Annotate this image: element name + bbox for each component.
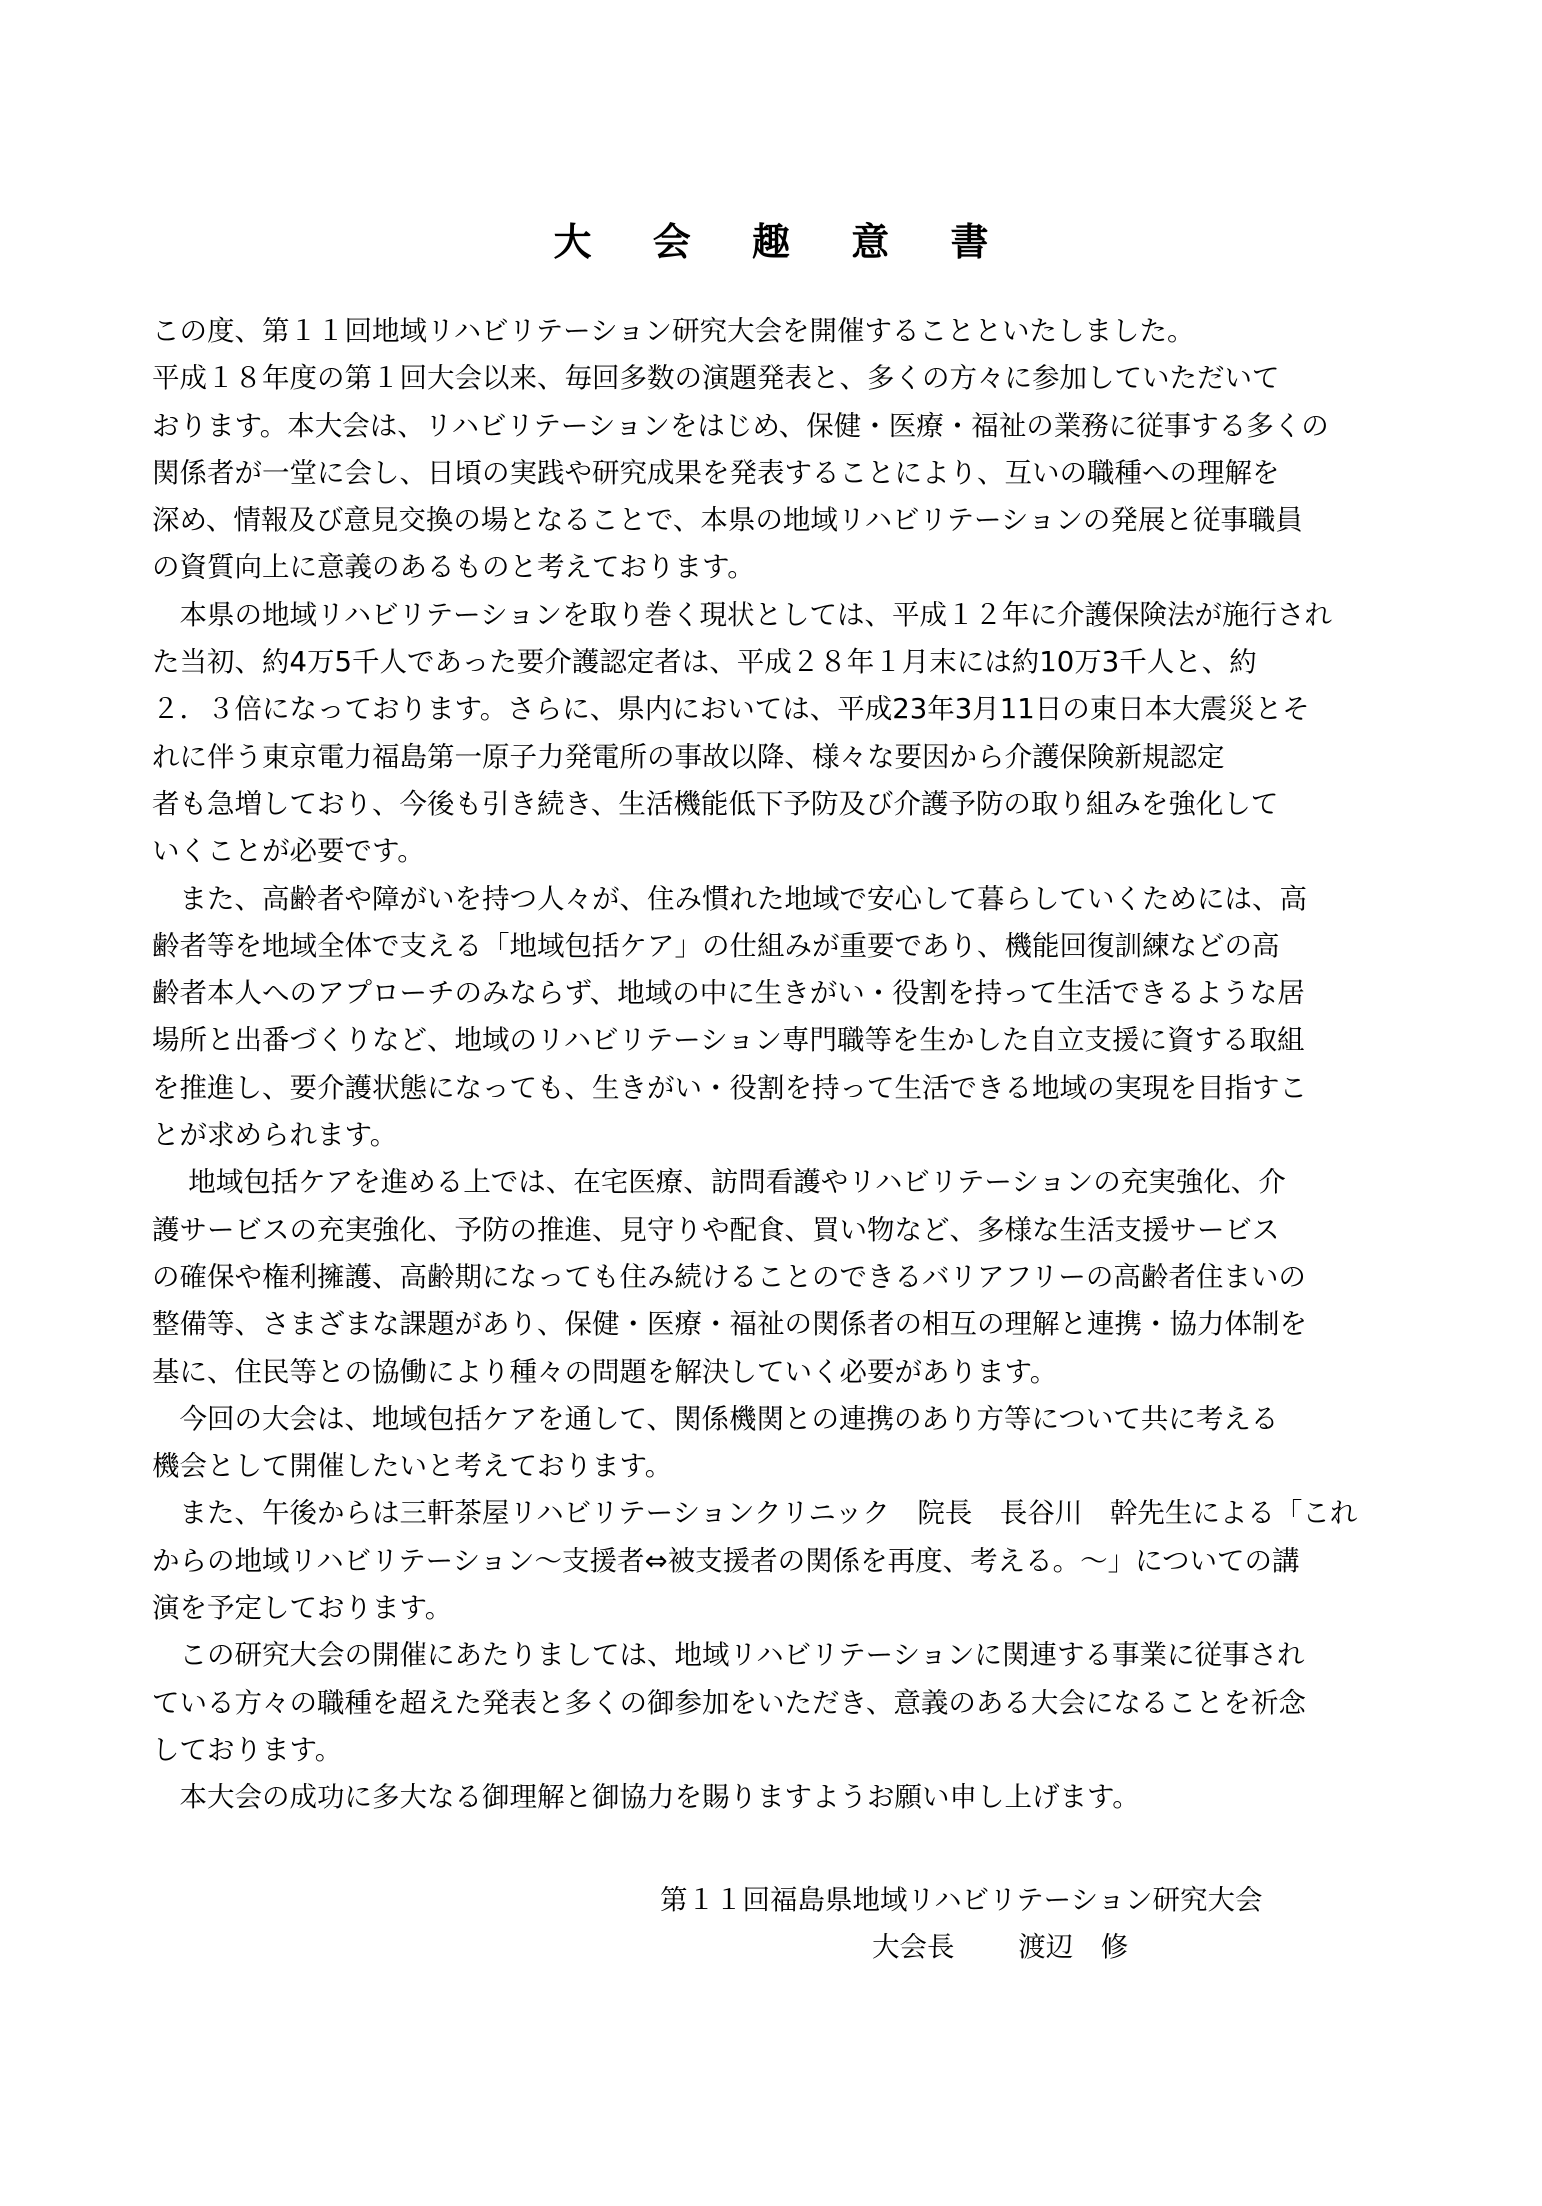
body-line: 機会として開催したいと考えております。 — [152, 1450, 673, 1483]
body-line: 平成１８年度の第１回大会以来、毎回多数の演題発表と、多くの方々に参加していただいて — [152, 362, 1280, 395]
body-line: 護サービスの充実強化、予防の推進、見守りや配食、買い物など、多様な生活支援サービス — [152, 1213, 1280, 1246]
body-line: この度、第１１回地域リハビリテーション研究大会を開催することといたしました。 — [152, 315, 1195, 347]
body-line: 地域包括ケアを進める上では、在宅医療、訪問看護やリハビリテーションの充実強化、介 — [152, 1166, 1286, 1199]
body-line: この研究大会の開催にあたりましては、地域リハビリテーションに関連する事業に従事され — [152, 1639, 1305, 1672]
body-line: しております。 — [152, 1733, 343, 1766]
body-line: いくことが必要です。 — [152, 835, 425, 868]
document-body — [152, 308, 1398, 1822]
body-line: 深め、情報及び意見交換の場となることで、本県の地域リハビリテーションの発展と従事職員 — [152, 504, 1303, 537]
body-line: 者も急増しており、今後も引き続き、生活機能低下予防及び介護予防の取り組みを強化して — [152, 787, 1279, 820]
body-line: の資質向上に意義のあるものと考えております。 — [152, 551, 755, 584]
body-line: ている方々の職種を超えた発表と多くの御参加をいただき、意義のある大会になることを祈念 — [152, 1686, 1306, 1719]
document-title: 大 会 趣 意 書 — [553, 220, 1013, 264]
body-line: た当初、約4万5千人であった要介護認定者は、平成２８年１月末には約10万3千人と、約 — [152, 646, 1257, 679]
body-line: 場所と出番づくりなど、地域のリハビリテーション専門職等を生かした自立支援に資する取組 — [152, 1024, 1305, 1057]
body-line: また、高齢者や障がいを持つ人々が、住み慣れた地域で安心して暮らしていくためには、高 — [152, 882, 1307, 915]
body-line: 齢者等を地域全体で支える「地域包括ケア」の仕組みが重要であり、機能回復訓練などの高 — [152, 929, 1280, 962]
body-line: を推進し、要介護状態になっても、生きがい・役割を持って生活できる地域の実現を目指すこ — [152, 1071, 1307, 1104]
body-line: 基に、住民等との協働により種々の問題を解決していく必要があります。 — [152, 1355, 1058, 1388]
body-line: ２．３倍になっております。さらに、県内においては、平成23年3月11日の東日本大震災とそ — [152, 693, 1310, 726]
signature-chair: 大会長 渡辺 修 — [872, 1931, 1129, 1963]
body-line: 今回の大会は、地域包括ケアを通して、関係機関との連携のあり方等について共に考える — [152, 1402, 1279, 1435]
body-line: 齢者本人へのアプローチのみならず、地域の中に生きがい・役割を持って生活できるような居 — [152, 977, 1305, 1010]
body-line: 演を予定しております。 — [152, 1592, 453, 1625]
body-line: れに伴う東京電力福島第一原子力発電所の事故以降、様々な要因から介護保険新規認定 — [152, 740, 1225, 773]
body-line: また、午後からは三軒茶屋リハビリテーションクリニック 院長 長谷川 幹先生による「これ — [152, 1497, 1358, 1530]
body-line: からの地域リハビリテーション～支援者⇔被支援者の関係を再度、考える。～」についての講 — [152, 1544, 1300, 1577]
body-line: とが求められます。 — [152, 1119, 398, 1152]
body-line: 本県の地域リハビリテーションを取り巻く現状としては、平成１２年に介護保険法が施行され — [152, 598, 1333, 631]
body-line: おります。本大会は、リハビリテーションをはじめ、保健・医療・福祉の業務に従事する多くの — [152, 409, 1329, 442]
body-line: 整備等、さまざまな課題があり、保健・医療・福祉の関係者の相互の理解と連携・協力体制を — [152, 1308, 1307, 1341]
body-line: の確保や権利擁護、高齢期になっても住み続けることのできるバリアフリーの高齢者住まいの — [152, 1260, 1306, 1293]
body-line: 関係者が一堂に会し、日頃の実践や研究成果を発表することにより、互いの職種への理解を — [152, 456, 1280, 489]
body-line: 本大会の成功に多大なる御理解と御協力を賜りますようお願い申し上げます。 — [152, 1781, 1140, 1814]
signature-organization: 第１１回福島県地域リハビリテーション研究大会 — [660, 1884, 1263, 1916]
